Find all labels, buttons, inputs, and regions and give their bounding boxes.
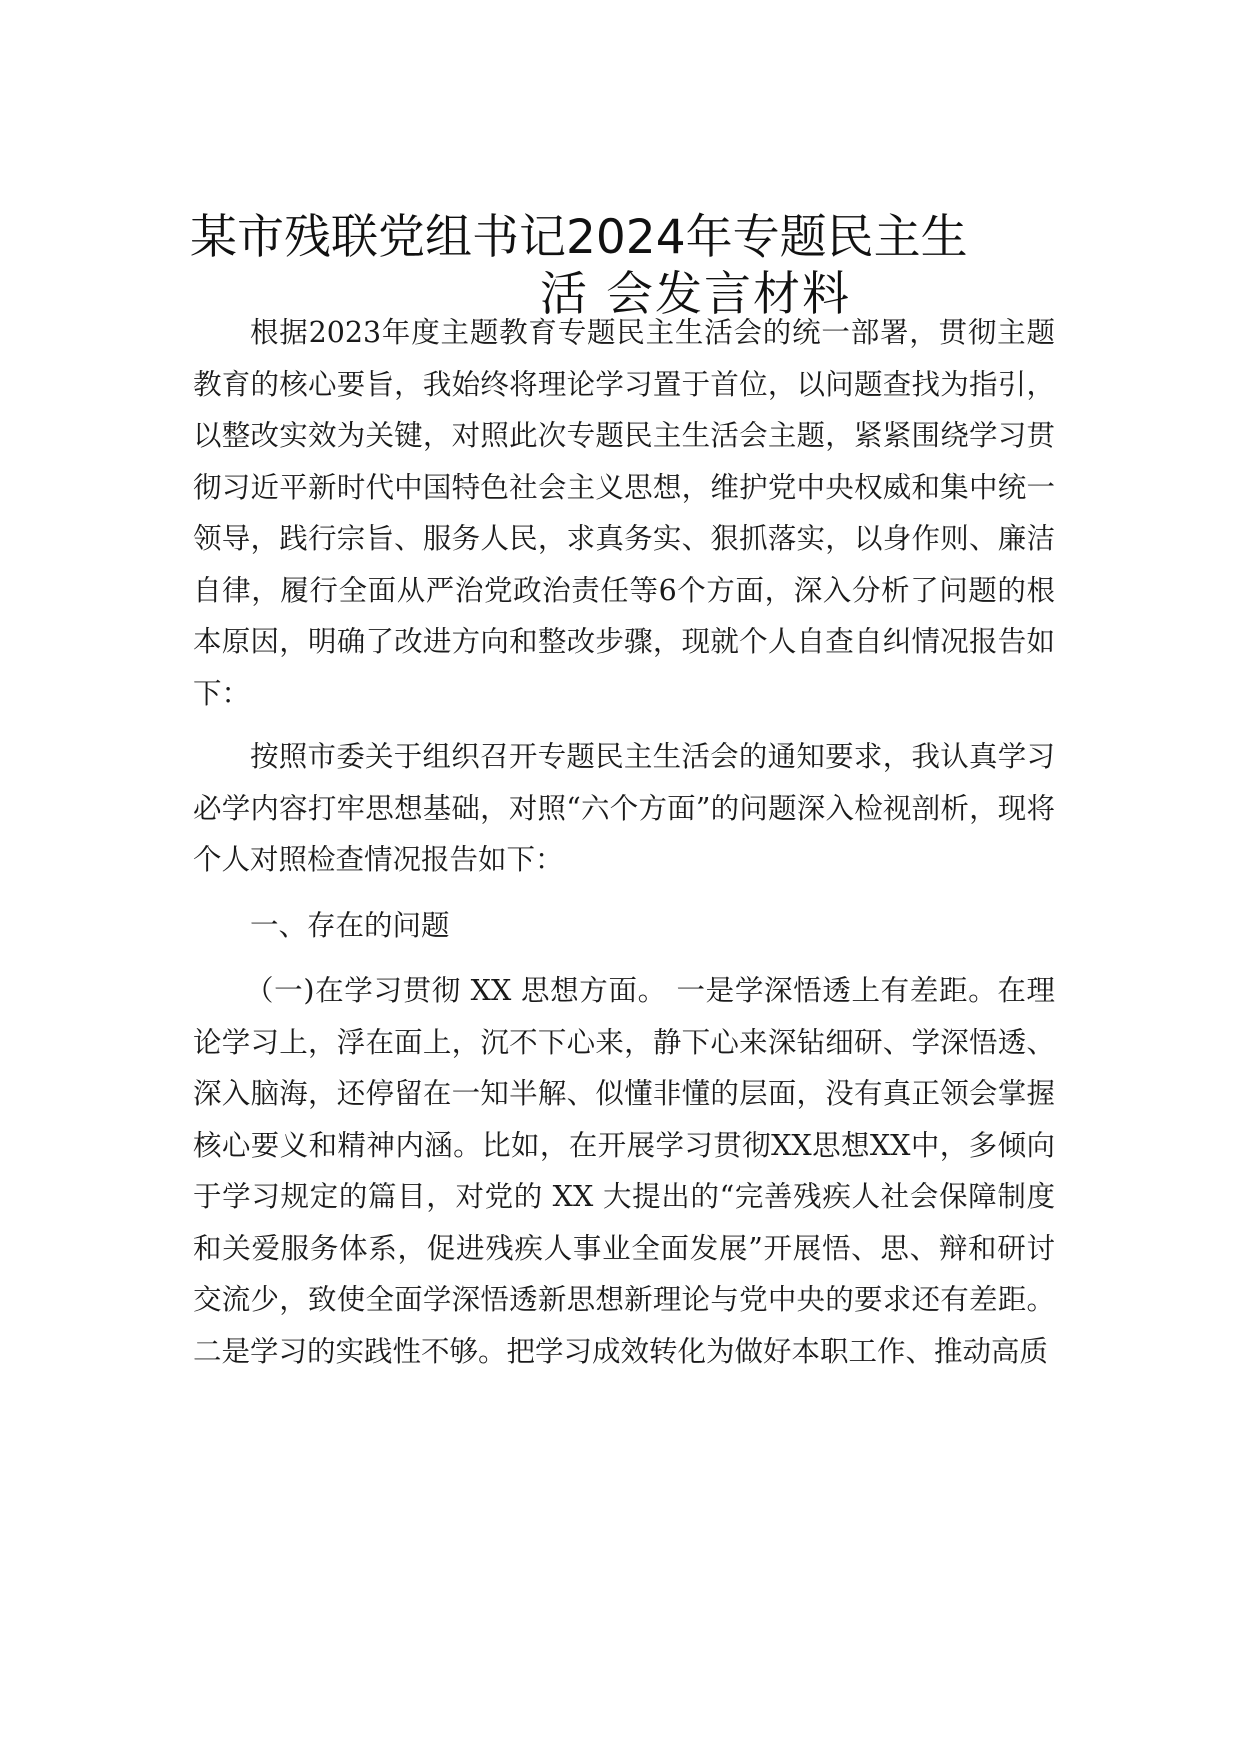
title-line-2: 活 会发言材料 — [540, 267, 851, 323]
paragraph-notice: 按照市委关于组织召开专题民主生活会的通知要求，我认真学习必学内容打牢思想基础，对照“六个方面”的问题深入检视剖析，现将个人对照检查情况报告如下： — [193, 740, 1055, 876]
paragraph-study-issues: （一)在学习贯彻 XX 思想方面。 一是学深悟透上有差距。在理论学习上，浮在面上，沉不下心来，静下心来深钻细研、学深悟透、深入脑海，还停留在一知半解、似懂非懂的层面，没有真正领会掌握核心要义和精神内涵。比如，在开展学习贯彻XX思想XX中，多倾向于学习规定的篇目，对党的 XX 大提出的“完善残疾人社会保障制度和关爱服务体系，促进残疾人事业全面发展”开展悟、思、辩和研讨交流少，致使全面学深悟透新思想新理论与党中央的要求还有差距。二是学习的实践性不够。把学习成效转化为做好本职工作、推动高质 — [193, 974, 1055, 1368]
document-body — [193, 307, 1055, 1377]
title-line-1: 某市残联党组书记2024年专题民主生 — [190, 210, 968, 266]
section-heading-problems: 一、存在的问题 — [250, 908, 450, 942]
paragraph-intro: 根据2023年度主题教育专题民主生活会的统一部署，贯彻主题教育的核心要旨，我始终将理论学习置于首位，以问题查找为指引，以整改实效为关键，对照此次专题民主生活会主题，紧紧围绕学习贯彻习近平新时代中国特色社会主义思想，维护党中央权威和集中统一领导，践行宗旨、服务人民，求真务实、狠抓落实，以身作则、廉洁自律，履行全面从严治党政治责任等6个方面，深入分析了问题的根本原因，明确了改进方向和整改步骤，现就个人自查自纠情况报告如下： — [193, 316, 1055, 710]
